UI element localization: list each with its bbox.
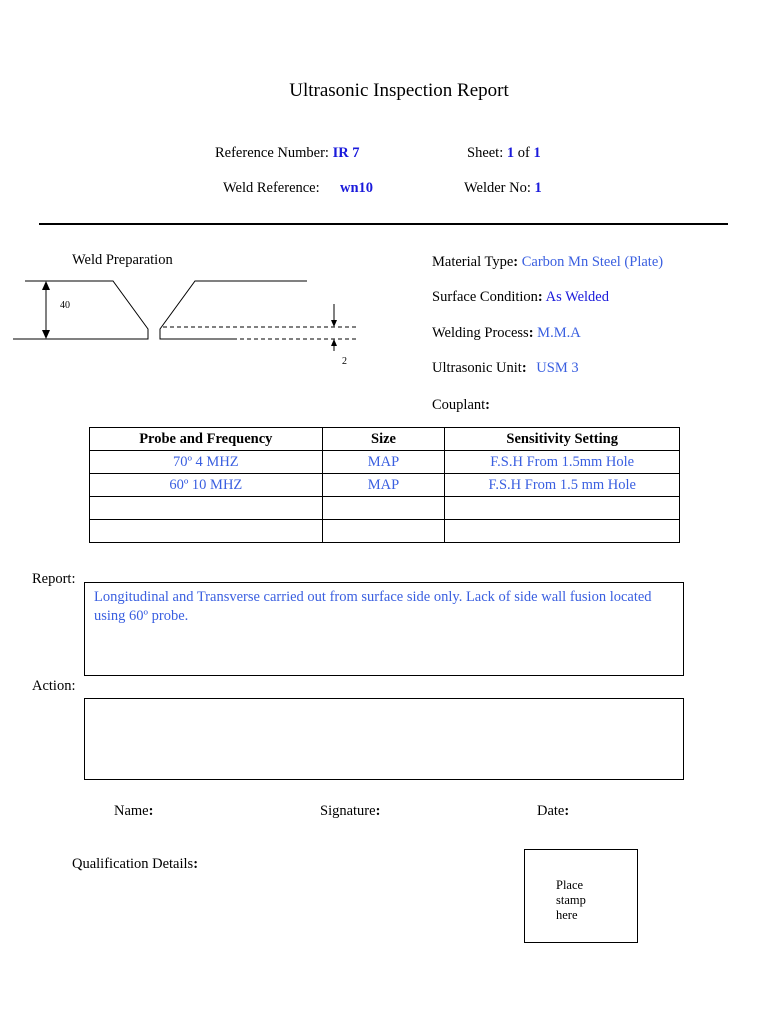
weld-reference-field: [223, 180, 320, 197]
sheet-of: of: [517, 145, 530, 161]
table-cell[interactable]: [90, 497, 323, 520]
ultrasonic-unit-value: USM 3: [536, 360, 579, 376]
welder-no-value: 1: [534, 180, 542, 196]
couplant-label: Couplant: [432, 397, 486, 413]
sheet-label: Sheet:: [467, 145, 504, 161]
gap-value: 2: [342, 356, 347, 367]
probe-table: [89, 427, 680, 543]
weld-reference-label: Weld Reference:: [223, 180, 320, 196]
header-size: Size: [322, 428, 445, 451]
report-title: Ultrasonic Inspection Report: [289, 80, 509, 101]
table-row: [90, 520, 680, 543]
weld-prep-label: Weld Preparation: [72, 252, 173, 268]
table-row: [90, 451, 680, 474]
report-label: Report:: [32, 571, 76, 587]
couplant-colon: :: [485, 397, 491, 413]
sheet-total: 1: [533, 145, 541, 161]
table-cell[interactable]: [322, 520, 445, 543]
surface-condition-field: [432, 289, 609, 306]
weld-reference-value: wn10: [340, 180, 374, 196]
table-cell[interactable]: [322, 497, 445, 520]
surface-condition-colon: :: [537, 289, 543, 305]
table-cell[interactable]: MAP: [322, 451, 445, 474]
surface-condition-label: Surface Condition: [432, 289, 538, 305]
header-divider: [39, 223, 728, 225]
action-box[interactable]: [84, 698, 684, 780]
ultrasonic-unit-label: Ultrasonic Unit: [432, 360, 522, 376]
qualification-field: [72, 856, 198, 873]
date-label: Date: [537, 803, 565, 819]
thickness-arrow-top: [42, 281, 50, 290]
welder-no-field: [464, 180, 542, 197]
table-cell[interactable]: 60º 10 MHZ: [90, 474, 323, 497]
signature-label: Signature: [320, 803, 376, 819]
material-type-colon: :: [513, 254, 519, 270]
table-row: [90, 497, 680, 520]
qualification-colon: :: [193, 856, 199, 872]
ultrasonic-unit-colon: :: [521, 360, 527, 376]
welding-process-field: [432, 325, 581, 342]
date-field: [537, 803, 569, 820]
table-cell[interactable]: [445, 520, 680, 543]
table-cell[interactable]: F.S.H From 1.5mm Hole: [445, 451, 680, 474]
action-label: Action:: [32, 678, 76, 694]
signature-colon: :: [375, 803, 381, 819]
material-type-field: [432, 254, 663, 271]
right-plate-outline: [160, 281, 307, 339]
reference-number-label: Reference Number:: [215, 145, 329, 161]
thickness-arrow-bottom: [42, 330, 50, 339]
table-cell[interactable]: 70º 4 MHZ: [90, 451, 323, 474]
signature-field: [320, 803, 380, 820]
table-cell[interactable]: [90, 520, 323, 543]
probe-table-header-row: [90, 428, 680, 451]
table-row: [90, 474, 680, 497]
table-cell[interactable]: MAP: [322, 474, 445, 497]
couplant-field: [432, 397, 490, 414]
reference-number-value: IR 7: [332, 145, 360, 161]
material-type-value: Carbon Mn Steel (Plate): [521, 254, 664, 270]
name-field: [114, 803, 153, 820]
header-sensitivity: Sensitivity Setting: [445, 428, 680, 451]
left-plate-outline: [13, 281, 148, 339]
gap-arrow-bottom: [331, 339, 337, 346]
ultrasonic-unit-field: [432, 360, 579, 377]
stamp-text: Place stamp here: [556, 878, 586, 922]
surface-condition-value: As Welded: [545, 289, 609, 305]
welder-no-label: Welder No:: [464, 180, 531, 196]
table-cell[interactable]: [445, 497, 680, 520]
weld-prep-diagram: [0, 270, 380, 380]
reference-number-field: [215, 145, 360, 162]
qualification-label: Qualification Details: [72, 856, 194, 872]
name-label: Name: [114, 803, 149, 819]
welding-process-value: M.M.A: [537, 325, 581, 341]
table-cell[interactable]: F.S.H From 1.5 mm Hole: [445, 474, 680, 497]
thickness-value: 40: [60, 300, 70, 311]
sheet-field: [467, 145, 541, 162]
gap-arrow-top: [331, 320, 337, 327]
stamp-box: [524, 849, 638, 943]
welding-process-label: Welding Process: [432, 325, 529, 341]
date-colon: :: [564, 803, 570, 819]
report-box[interactable]: [84, 582, 684, 676]
header-probe-frequency: Probe and Frequency: [90, 428, 323, 451]
sheet-current: 1: [506, 145, 515, 161]
material-type-label: Material Type: [432, 254, 514, 270]
report-text: Longitudinal and Transverse carried out from surface side only. Lack of side wall fusion located using 60º probe.: [94, 589, 652, 624]
welding-process-colon: :: [528, 325, 534, 341]
name-colon: :: [148, 803, 154, 819]
